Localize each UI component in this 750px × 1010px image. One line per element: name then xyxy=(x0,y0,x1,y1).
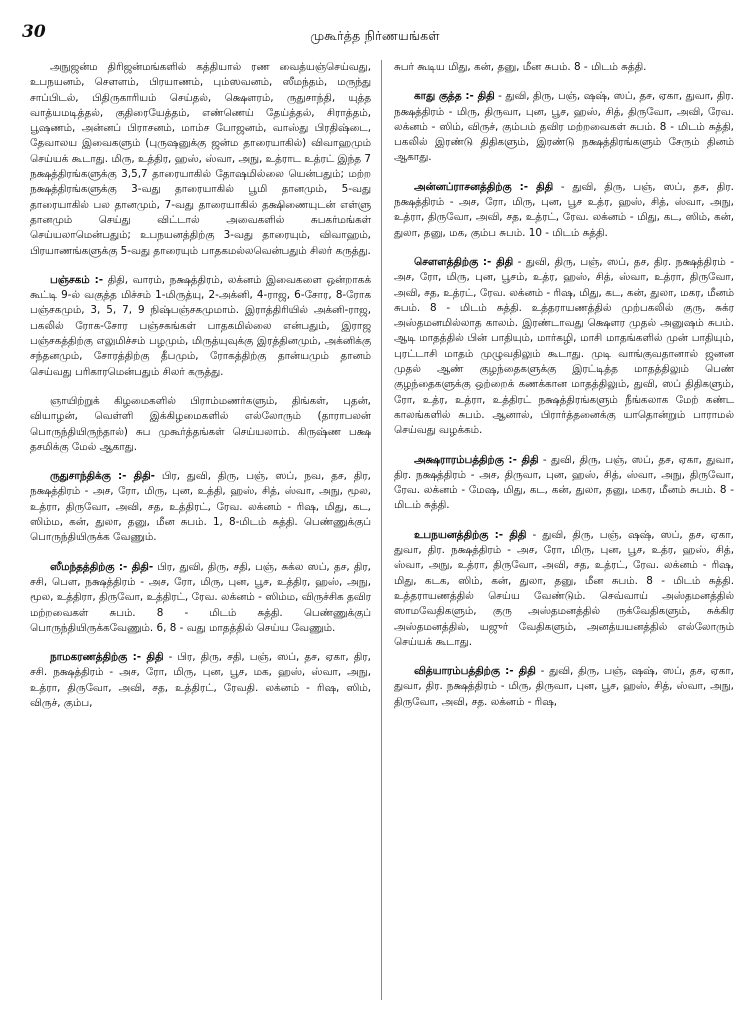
paragraph xyxy=(30,394,371,455)
paragraph-text: - துவி, திரு, பஞ், ஷஷ், ஸப், தச, ஏகா, துவா, திர. நக்ஷத்திரம் - மிரு, திருவா, புன, பூச, ஹஸ், சித், திருவோ, அவி, ரேவ. லக்னம் - ஸிம், விருச், கும்பம் தவிர மற்றவைகள் சுபம். 8 - மிடம் சுத்தி, பகலில் இரண்டு திதிகளும், இரண்டு நக்ஷத்திரங்களும் சேரும் தினம் ஆகாது. xyxy=(394,90,734,164)
paragraph-text: - துவி, திரு, பஞ், ஸப், தச, திர. நக்ஷத்திரம் - அச, ரோ, மிரு, புன, பூசம், உத்ர, ஹஸ், சித், ஸ்வா, உத்ரா, திருவோ, அவி, சத, உத்ரட், ரேவ. லக்னம் - ரிஷ, மிது, கட, கன், துலா, மகர, மீனம் சுபம். 8 - மிடம் சுத்தி. உத்தராயணத்தில் முற்பகலில் குரு, சுக்ர அஸ்தமனமில்லாத காலம். இரண்டாவது க்ஷௌர முதல் அனுஷம் சுபம். ஆடி மாதத்தில் பின் பாதியும், மார்கழி, மாசி மாதங்களில் முன் பாதியும், புரட்டாசி மாதம் முழுவதிலும் கூடாது. முடி வாங்குவதானால் ஜனன முதல் ஆண் குழந்தைகளுக்கு இரட்டித்த மாதத்திலும் பெண் குழந்தைகளுக்கு ஒற்றைக் கணக்கான மாதத்திலும், துவி, ஸப் திதிகளும், ரோ, உத்ர, உத்ரா, உத்திரட் நக்ஷத்திரங்களும் நீங்கலாக மேற் கண்ட காலங்களில் சுபம். ஆனால், பிரார்த்தனைக்கு யாதொன்றும் பாராமல் செய்வது வழக்கம். xyxy=(394,255,734,437)
paragraph xyxy=(30,273,371,380)
paragraph-text: - துவி, திரு, பஞ், ஸப், தச, திர. நக்ஷத்திரம் - அச, ரோ, மிரு, புன, பூச உத்ர, ஹஸ், சித், ஸ்வா, அநு, உத்ரா, திருவோ, அவி, சத, உத்ரட், ரேவ. லக்னம் - மிது, கட, ஸிம், கன், துலா, தனு, மக, கும்ப சுபம். 10 - மிடம் சுத்தி. xyxy=(394,180,734,239)
paragraph-heading: உபநயனத்திற்கு :- திதி xyxy=(414,528,527,541)
paragraph-text: திதி, வாரம், நக்ஷத்திரம், லக்னம் இவைகளை ஒன்றாகக் கூட்டி 9-ல் வகுத்த மிச்சம் 1-மிருத்யு, 2-அக்னி, 4-ராஜ, 6-சோர, 8-ரோக பஞ்சகமும், 3, 5, 7, 9 நிஷ்பஞ்சகமுமாம். இராத்திரியில் அக்னி-ராஜ, பகலில் ரோக-சோர பஞ்சகங்கள் பாதகமில்லை என்பதும், இராஜ பஞ்சகத்திற்கு எலுமிச்சம் பழமும், மிருத்யுவுக்கு இரத்தினமும், அக்னிக்கு சந்தனமும், சோரத்திற்கு தீபமும், ரோகத்திற்கு தான்யமும் தானம் செய்வது பரிகாரமென்பதும் சிலர் கருத்து. xyxy=(30,273,371,378)
paragraph xyxy=(30,560,371,636)
paragraph-heading: அக்ஷராரம்பத்திற்கு :- திதி xyxy=(414,453,539,466)
paragraph xyxy=(30,60,371,259)
paragraph xyxy=(394,89,734,165)
paragraph xyxy=(30,650,371,711)
paragraph-text: பிர, துவி, திரு, பஞ், ஸப், நவ, தச, திர, நக்ஷத்திரம் - அச, ரோ, மிரு, புன, உத்தி, ஹஸ், சித், ஸ்வா, அநு, மூல, உத்ரா, திருவோ, அவி, சத, உத்திரட், ரேவ. லக்னம் - ரிஷ, மிது, கட, ஸிம்ம, கன், துலா, தனு, மீன சுபம். 1, 8-மிடம் சுத்தி. பெண்ணுக்குப் பொருந்தியிருக்க வேணும். xyxy=(30,470,371,544)
page-number: 30 xyxy=(22,22,46,42)
paragraph-text: பிர, துவி, திரு, சதி, பஞ், சுக்ல ஸப், தச, திர, சசி, பௌ, நக்ஷத்திரம் - அச, ரோ, மிரு, புன, பூச, உத்திர, ஹஸ், அநு, மூல, உத்திரா, திருவோ, உத்திரட், ரேவ. லக்னம் - ஸிம்ம, விருச்சிக தவிர மற்றவைகள் சுபம். 8 - மிடம் சுத்தி. பெண்ணுக்குப் பொருந்தியிருக்கவேணும். 6, 8 - வது மாதத்தில் செய்ய வேணும். xyxy=(30,560,371,634)
paragraph-text: - துவி, திரு, பஞ், ஸப், தச, ஏகா, துவா, திர. நக்ஷத்திரம் - அச, திருவா, புன, ஹஸ், சித், ஸ்வா, அநு, திருவோ, ரேவ. லக்னம் - மேஷ, மிது, கட, கன், துலா, தனு, மகர, மீனம் சுபம். 8 - மிடம் சுத்தி. xyxy=(394,453,734,512)
running-title: முகூர்த்த நிர்ணயங்கள் xyxy=(310,28,440,43)
paragraph xyxy=(394,180,734,241)
paragraph-heading: ருதுசாந்திக்கு :- திதி- xyxy=(50,470,155,483)
paragraph xyxy=(394,453,734,514)
paragraph-text: - துவி, திரு, பஞ், ஷஷ், ஸப், தச, ஏகா, துவா, திர. நக்ஷத்திரம் - அச, ரோ, மிரு, புன, பூச, உத்ர, ஹஸ், சித், ஸ்வா, அநு, உத்ரா, திருவோ, அவி, சத, உத்ரட், ரேவ. லக்னம் - ரிஷ, மிது, கடக, ஸிம், கன், துலா, தனு, மீன சுபம். 8 - மிடம் சுத்தி. உத்தராயணத்தில் செய்ய வேண்டும். செவ்வாய் அஸ்தமனத்தில் ஸாமவேதிகளும், குரு அஸ்தமனத்தில் ருக்வேதிகளும், சுக்கிர அஸ்தமனத்தில், யஜுர் வேதிகளும், அனத்யயனத்தில் எல்லோரும் செய்யக் கூடாது. xyxy=(394,528,734,648)
text-columns xyxy=(30,60,734,1000)
paragraph xyxy=(394,60,734,75)
paragraph-heading: வித்யாரம்பத்திற்கு :- திதி xyxy=(414,665,536,678)
right-column xyxy=(386,60,734,1000)
paragraph-text: - துவி, திரு, பஞ், ஷஷ், ஸப், தச, ஏகா, துவா, திர. நக்ஷத்திரம் - மிரு, திருவா, புன, பூச, ஹஸ், சித், ஸ்வா, அநு, திருவோ, அவி, சத. லக்னம் - ரிஷ, xyxy=(394,665,734,708)
paragraph xyxy=(394,528,734,650)
paragraph-text: சுபர் கூடிய மிது, கன், தனு, மீன சுபம். 8 - மிடம் சுத்தி. xyxy=(394,61,647,73)
paragraph xyxy=(394,664,734,710)
paragraph-heading: சௌளத்திற்கு :- திதி xyxy=(414,255,514,268)
paragraph-heading: பஞ்சகம் :- xyxy=(50,273,104,286)
paragraph-text: - பிர, திரு, சதி, பஞ், ஸப், தச, ஏகா, திர, சசி. நக்ஷத்திரம் - அச, ரோ, மிரு, புன, பூச, மக, ஹஸ், ஸ்வா, அநு, உத்ரா, திருவோ, அவி, சத, உத்திரட், ரேவதி. லக்னம் - ரிஷ, ஸிம், விருச், கும்ப, xyxy=(30,651,371,709)
paragraph xyxy=(394,255,734,439)
paragraph-heading: ஸீமந்தத்திற்கு :- திதி- xyxy=(50,560,154,573)
paragraph-heading: நாமகரணத்திற்கு :- திதி xyxy=(50,651,164,664)
paragraph-heading: காது குத்த :- திதி xyxy=(414,90,495,103)
paragraph-text: அநுஜன்ம திரிஜன்மங்களில் கத்தியால் ரண வைத்யஞ்செய்வது, உபநயனம், சௌளம், பிரயாணம், பும்ஸவனம், ஸீமந்தம், மருந்து சாப்பிடல், பிதிருகாரியம் செய்தல், க்ஷௌரம், ருதுசாந்தி, யுத்த வாத்யமடித்தல், குதிரையேத்தம், எண்ணெய் தேய்த்தல், சிராத்தம், பூஷணம், அன்னப் பிராசனம், மாம்ச போஜனம், வாஸ்து பிரதிஷ்டை, தேவாலய இவைகளும் (புருஷனுக்கு ஜன்ம தாரையாகில்) விவாஹமும் செய்யக் கூடாது. மிரு, உத்திர, ஹஸ், ஸ்வா, அநு, உத்ராட உத்ரட் இந்த 7 நக்ஷத்திரங்களுக்கு 3,5,7 தாரையாகில் தோஷமில்லை யென்பதும்; மற்ற நக்ஷத்திரங்களுக்கு 3-வது தாரையாகில் பூமி தானமும், 5-வது தாரையாகில் பல தானமும், 7-வது தாரையாகில் தக்ஷிணையுடன் எள்ளு தானமும் செய்து விட்டால் அவைகளில் சுபகர்மங்கள் செய்யலாமென்பதும்; உபநயனத்திற்கு 3-வது தாரையும், விவாஹம், பிரயாணங்களுக்கு 5-வது தாரையும் பாதகமல்லவென்பதும் சிலர் கருத்து. xyxy=(30,61,371,257)
paragraph xyxy=(30,469,371,545)
paragraph-text: ஞாயிற்றுக் கிழமைகளில் பிராம்மணர்களும், திங்கள், புதன், வியாழன், வெள்ளி இக்கிழமைகளில் எல்லோரும் (தாராபலன் பொருந்தியிருந்தால்) சுப முகூர்த்தங்கள் செய்யலாம். கிருஷ்ண பக்ஷ தசமிக்கு மேல் ஆகாது. xyxy=(30,394,371,453)
left-column xyxy=(30,60,382,1000)
paragraph-heading: அன்னப்ராசனத்திற்கு :- திதி xyxy=(414,180,554,193)
